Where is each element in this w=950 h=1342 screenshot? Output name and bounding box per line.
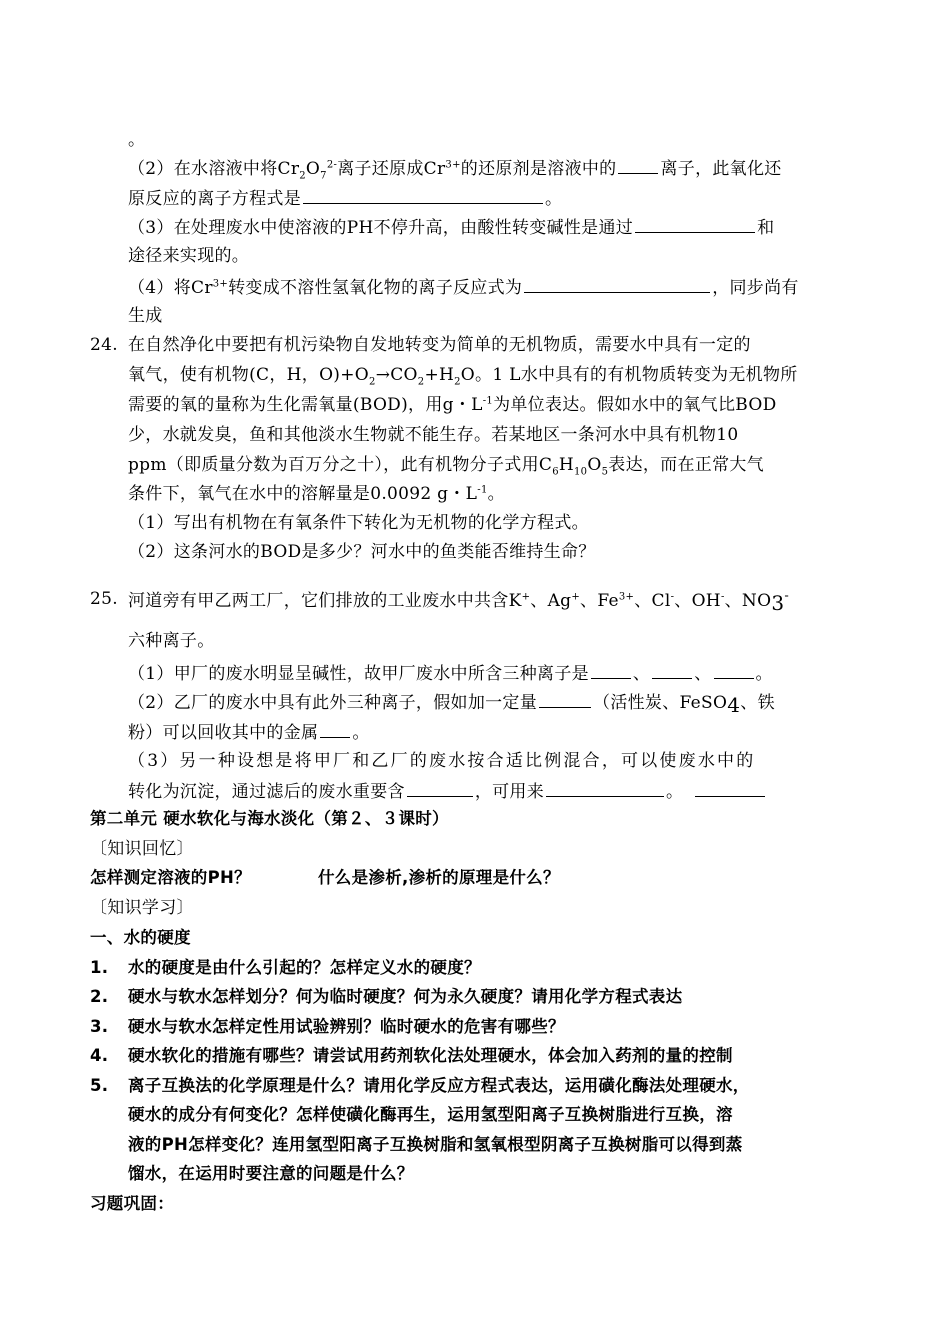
q23-part3-line2: 途径来实现的。 (128, 246, 250, 266)
q24-line5: ppm（即质量分数为百万分之十），此有机物分子式用$C_6H_{10}O_5$表达，而在正常大气 (128, 455, 764, 478)
item-number: 4. (90, 1046, 109, 1065)
answer-blank[interactable] (618, 156, 658, 174)
q25-number: 25. (90, 589, 118, 609)
q25-line2: 六种离子。 (128, 631, 215, 651)
q24-line4: 少，水就发臭，鱼和其他淡水生物就不能生存。若某地区一条河水中具有机物10 (128, 425, 739, 445)
q24-line6: 条件下，氧气在水中的溶解量是0.0092 g・$L^{-1}$。 (128, 484, 505, 504)
exercise-heading: 习题巩固： (90, 1194, 174, 1213)
item-5-continuation: 硬水的成分有何变化？怎样使磺化酶再生，运用氢型阳离子互换树脂进行互换，溶 (128, 1105, 733, 1124)
answer-blank[interactable] (695, 779, 765, 797)
q23-part2-line1: （2）在水溶液中将$Cr_2O_7^{2-}$离子还原成$Cr^{3+}$的还原剂是溶液中的 离子，此氧化还 (128, 156, 782, 180)
q23-part4-line1: （4）将$Cr^{3+}$转变成不溶性氢氧化物的离子反应式为 ，同步尚有 (128, 275, 799, 299)
answer-blank[interactable] (591, 661, 631, 679)
answer-blank[interactable] (635, 215, 755, 233)
answer-blank[interactable] (524, 275, 710, 293)
item-text: 硬水与软水怎样划分？何为临时硬度？何为永久硬度？请用化学方程式表达 (128, 987, 683, 1006)
item-text: 硬水软化的措施有哪些？请尝试用药剂软化法处理硬水，体会加入药剂的量的控制 (128, 1046, 733, 1065)
answer-blank[interactable] (714, 661, 754, 679)
q24-sub1: （1）写出有机物在有氧条件下转化为无机物的化学方程式。 (128, 513, 589, 533)
item-text: 离子互换法的化学原理是什么？请用化学反应方程式表达，运用磺化酶法处理硬水， (128, 1076, 750, 1095)
q23-part4-line2: 生成 (128, 306, 163, 326)
q24-line2: 氧气，使有机物(C，H，$O)+O_2\to CO_2+H_2O$。1 L水中具有的有机物质转变为无机物所 (128, 365, 798, 388)
item-text: 硬水与软水怎样定性用试验辨别？临时硬水的危害有哪些？ (128, 1017, 565, 1036)
item-5-continuation: 馏水，在运用时要注意的问题是什么？ (128, 1164, 414, 1183)
q25-sub1: （1）甲厂的废水明显呈碱性，故甲厂废水中所含三种离子是 、 、 。 (128, 661, 773, 685)
item-text: 水的硬度是由什么引起的？怎样定义水的硬度？ (128, 958, 481, 977)
answer-blank[interactable] (320, 720, 350, 738)
item-number: 5. (90, 1076, 109, 1095)
q25-sub3-line2: 转化为沉淀，通过滤后的废水重要含 ，可用来 。 (128, 779, 767, 803)
q25-sub2-line1: （2）乙厂的废水中具有此外三种离子，假如加一定量 （活性炭、FeSO4、铁 (128, 690, 775, 714)
unit-title: 第二单元 硬水软化与海水淡化（第２、３课时） (90, 809, 449, 828)
q25-sub3-line1: （3）另一种设想是将甲厂和乙厂的废水按合适比例混合，可以使废水中的 (128, 751, 756, 771)
item-number: 2. (90, 987, 109, 1006)
q24-line1: 在自然净化中要把有机污染物自发地转变为简单的无机物质，需要水中具有一定的 (128, 335, 751, 355)
q24-sub2: （2）这条河水的BOD是多少？河水中的鱼类能否维持生命？ (128, 542, 596, 562)
item-number: 1. (90, 958, 109, 977)
answer-blank[interactable] (407, 779, 473, 797)
recall-question-1: 怎样测定溶液的PH？ (90, 868, 251, 887)
q24-line3: 需要的氧的量称为生化需氧量(BOD)，用g・$L^{-1}$为单位表达。假如水中的氧气比BOD (128, 395, 777, 415)
q25-line1: 河道旁有甲乙两工厂，它们排放的工业废水中共含K+、Ag+、$Fe^{3+}$、Cl-、OH-、NO3- (128, 588, 790, 615)
recall-question-2: 什么是渗析,渗析的原理是什么？ (318, 868, 560, 887)
answer-blank[interactable] (303, 186, 543, 204)
q23-part2-line2: 原反应的离子方程式是 。 (128, 186, 562, 210)
item-number: 3. (90, 1017, 109, 1036)
q25-sub2-line2: 粉）可以回收其中的金属 。 (128, 720, 370, 744)
study-heading: 〔知识学习〕 (90, 898, 194, 918)
answer-blank[interactable] (539, 690, 591, 708)
answer-blank[interactable] (652, 661, 692, 679)
answer-blank[interactable] (546, 779, 664, 797)
section-water-hardness: 一、水的硬度 (90, 928, 191, 947)
item-5-continuation: 液的PH怎样变化？连用氢型阳离子互换树脂和氢氧根型阴离子互换树脂可以得到蒸 (128, 1135, 743, 1154)
q23-part3-line1: （3）在处理废水中使溶液的PH不停升高，由酸性转变碱性是通过 和 (128, 215, 774, 239)
leading-period: 。 (128, 130, 146, 150)
recall-heading: 〔知识回忆〕 (90, 839, 194, 859)
q24-number: 24. (90, 335, 118, 355)
